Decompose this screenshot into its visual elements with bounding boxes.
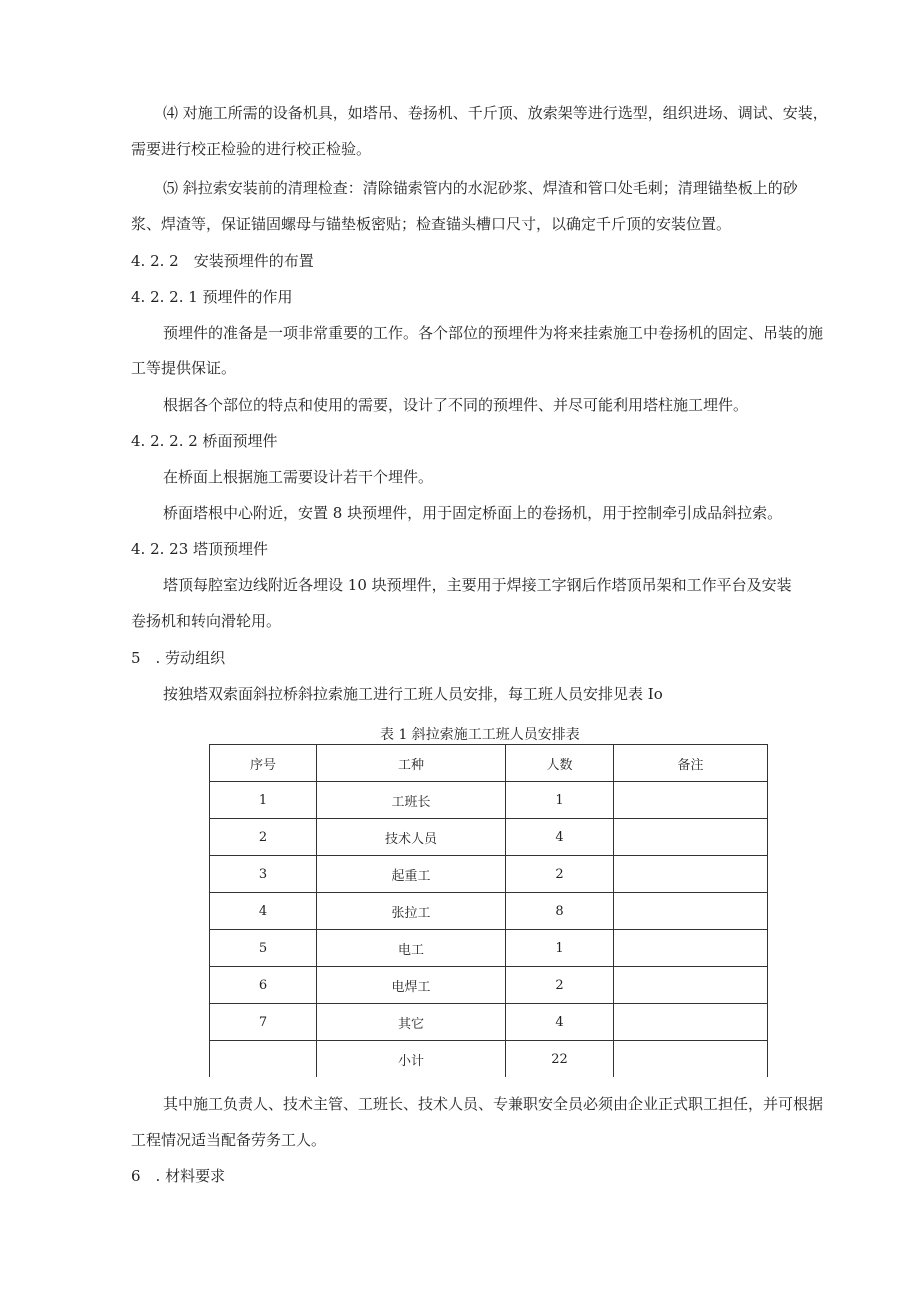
cell-index: 6: [210, 967, 317, 1004]
cell-count: 4: [506, 1004, 614, 1041]
paragraph-tower-top-line-2: 卷扬机和转向滑轮用。: [131, 612, 282, 630]
table-header-row: [210, 745, 768, 782]
cell-remarks: [614, 967, 768, 1004]
heading-4-2-2-1: 4. 2. 2. 1 预埋件的作用: [131, 288, 293, 306]
heading-4-2-2-2: 4. 2. 2. 2 桥面预埋件: [131, 432, 278, 450]
cell-trade: 其它: [317, 1004, 506, 1041]
paragraph-inspection-line-2: 浆、焊渣等，保证锚固螺母与锚垫板密贴；检查锚头槽口尺寸，以确定千斤顶的安装位置。: [131, 215, 732, 233]
paragraph-deck-1: 在桥面上根据施工需要设计若干个埋件。: [163, 468, 434, 486]
table-row: [210, 819, 768, 856]
header-count: 人数: [506, 745, 614, 782]
heading-6-materials: 6 . 材料要求: [131, 1167, 226, 1185]
cell-count: 1: [506, 782, 614, 819]
cell-count: 2: [506, 856, 614, 893]
table-row: [210, 856, 768, 893]
staff-table: [209, 744, 768, 1077]
header-index: 序号: [210, 745, 317, 782]
cell-trade: 电焊工: [317, 967, 506, 1004]
cell-index: [210, 1041, 317, 1078]
cell-remarks: [614, 782, 768, 819]
table-subtotal-row: [210, 1041, 768, 1078]
heading-5-labor: 5 . 劳动组织: [131, 649, 226, 667]
cell-count: 1: [506, 930, 614, 967]
cell-remarks: [614, 1004, 768, 1041]
cell-trade: 起重工: [317, 856, 506, 893]
table-row: [210, 930, 768, 967]
paragraph-equipment-line-2: 需要进行校正检验的进行校正检验。: [131, 140, 372, 158]
cell-count: 2: [506, 967, 614, 1004]
cell-subtotal-count: 22: [506, 1041, 614, 1078]
table-row: [210, 1004, 768, 1041]
cell-remarks: [614, 856, 768, 893]
paragraph-role-line-1: 预埋件的准备是一项非常重要的工作。各个部位的预埋件为将来挂索施工中卷扬机的固定、吊装的施: [163, 324, 824, 342]
cell-remarks: [614, 1041, 768, 1078]
cell-count: 8: [506, 893, 614, 930]
paragraph-equipment-line-1: ⑷ 对施工所需的设备机具，如塔吊、卷扬机、千斤顶、放索架等进行选型，组织进场、调试、安装，: [163, 104, 828, 122]
cell-index: 2: [210, 819, 317, 856]
paragraph-inspection-line-1: ⑸ 斜拉索安装前的清理检查：清除锚索管内的水泥砂浆、焊渣和管口处毛刺；清理锚垫板上的砂: [163, 179, 798, 197]
cell-trade: 电工: [317, 930, 506, 967]
cell-index: 4: [210, 893, 317, 930]
paragraph-tower-top-line-1: 塔顶每腔室边线附近各埋设 10 块预埋件，主要用于焊接工字钢后作塔顶吊架和工作平台及安装: [163, 576, 792, 594]
cell-remarks: [614, 819, 768, 856]
paragraph-design: 根据各个部位的特点和使用的需要，设计了不同的预埋件、并尽可能利用塔柱施工埋件。: [163, 396, 749, 414]
paragraph-labor: 按独塔双索面斜拉桥斜拉索施工进行工班人员安排，每工班人员安排见表 Io: [163, 685, 663, 703]
cell-trade: 张拉工: [317, 893, 506, 930]
paragraph-staffing-line-1: 其中施工负责人、技术主管、工班长、技术人员、专兼职安全员必须由企业正式职工担任，并可根据: [163, 1095, 824, 1113]
cell-index: 7: [210, 1004, 317, 1041]
heading-4-2-2-3: 4. 2. 23 塔顶预埋件: [131, 540, 269, 558]
cell-remarks: [614, 893, 768, 930]
cell-index: 5: [210, 930, 317, 967]
table-row: [210, 967, 768, 1004]
cell-index: 1: [210, 782, 317, 819]
paragraph-staffing-line-2: 工程情况适当配备劳务工人。: [131, 1131, 327, 1149]
header-remarks: 备注: [614, 745, 768, 782]
cell-index: 3: [210, 856, 317, 893]
table-row: [210, 782, 768, 819]
table-row: [210, 893, 768, 930]
paragraph-role-line-2: 工等提供保证。: [131, 359, 237, 377]
cell-subtotal-label: 小计: [317, 1041, 506, 1078]
cell-trade: 工班长: [317, 782, 506, 819]
paragraph-deck-2: 桥面塔根中心附近，安置 8 块预埋件，用于固定桥面上的卷扬机，用于控制牵引成品斜拉索。: [163, 504, 783, 522]
cell-trade: 技术人员: [317, 819, 506, 856]
header-trade: 工种: [317, 745, 506, 782]
cell-count: 4: [506, 819, 614, 856]
table-caption: 表 1 斜拉索施工工班人员安排表: [380, 727, 580, 743]
cell-remarks: [614, 930, 768, 967]
heading-4-2-2: 4. 2. 2 安装预埋件的布置: [131, 252, 314, 270]
